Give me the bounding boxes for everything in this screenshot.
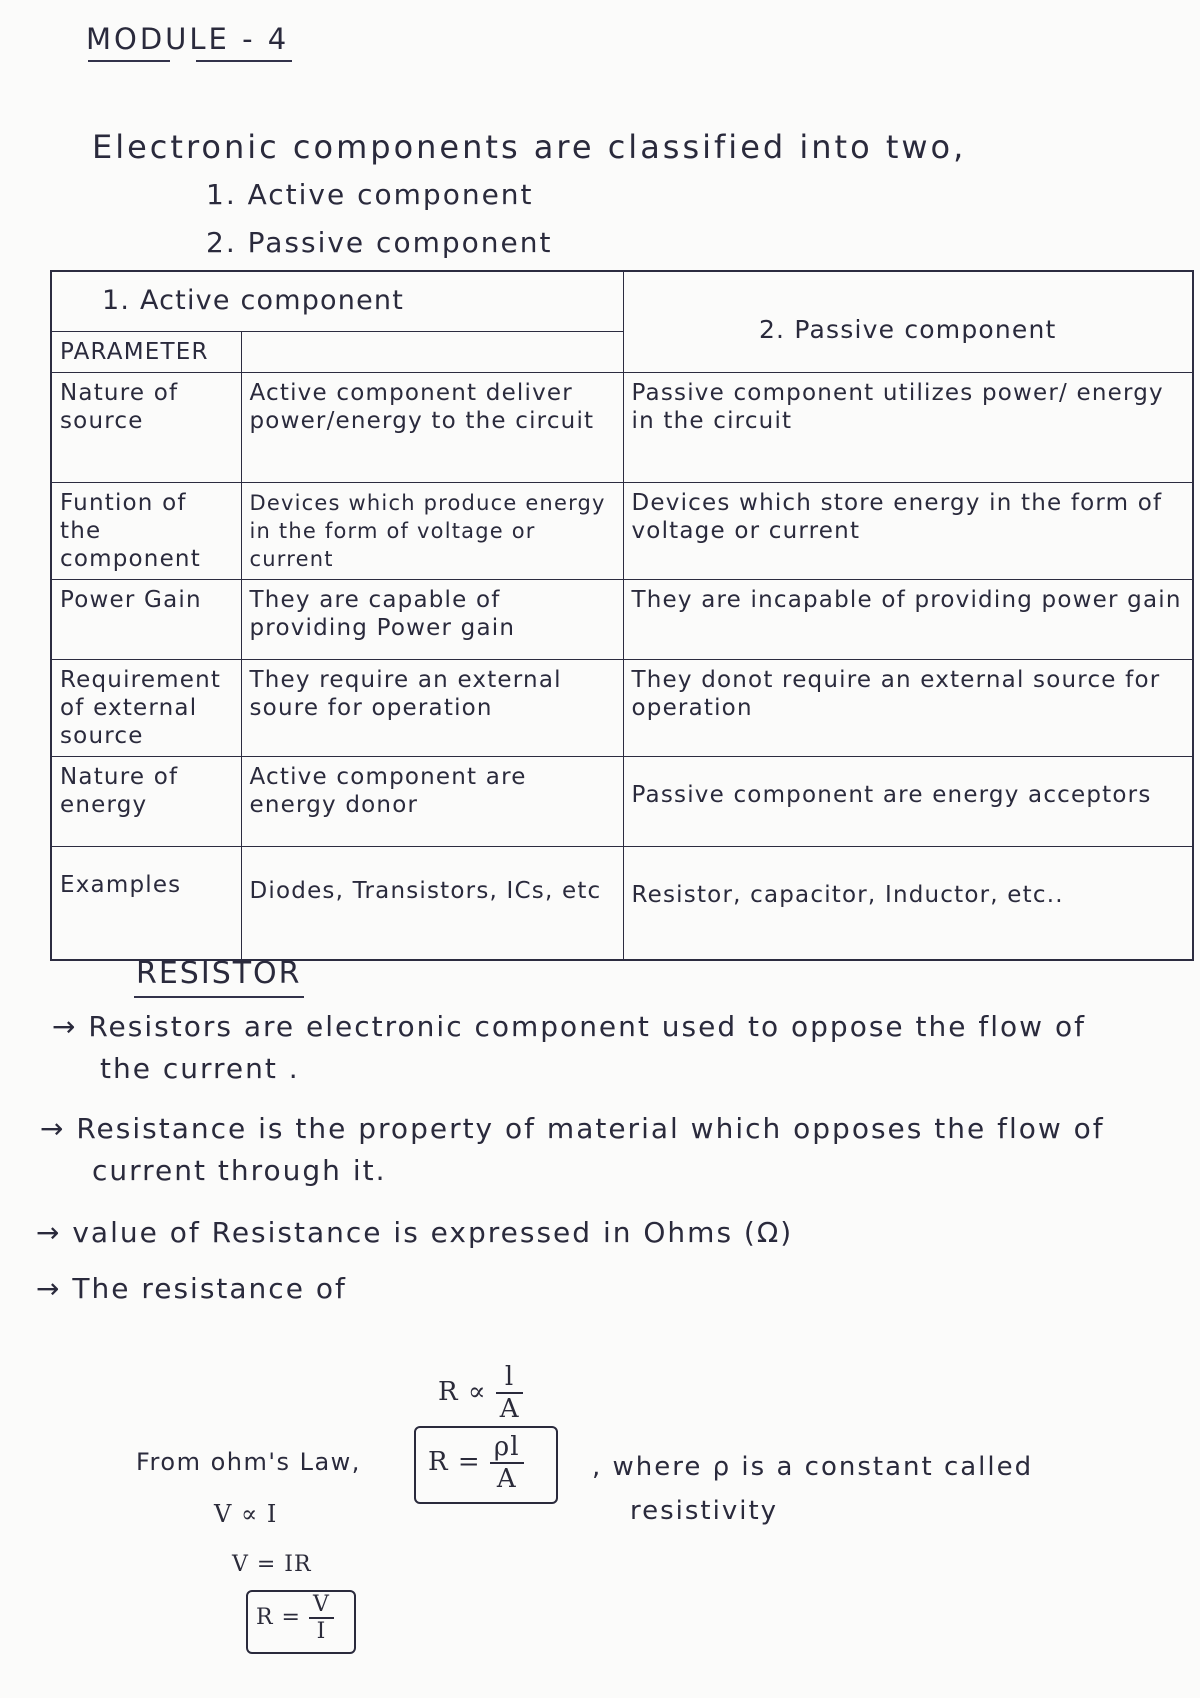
row-active: Devices which produce energy in the form of voltage or current — [241, 482, 623, 579]
row-active: Active component deliver power/energy to the circuit — [241, 372, 623, 482]
table-header-row — [51, 271, 1193, 331]
bullet-1-line-1: → Resistors are electronic component used to oppose the flow of — [52, 1010, 1086, 1043]
proportional-numerator: l — [496, 1362, 524, 1394]
row-parameter: Nature of source — [51, 372, 241, 482]
proportional-lhs: R ∝ — [438, 1377, 487, 1407]
row-parameter: Nature of energy — [51, 756, 241, 846]
comparison-table — [50, 270, 1194, 961]
bullet-1-line-2: the current . — [100, 1052, 300, 1085]
ohms-law-label: From ohm's Law, — [136, 1448, 361, 1476]
table-row — [51, 579, 1193, 659]
proportionality-formula — [438, 1362, 523, 1424]
empty-cell — [241, 331, 623, 372]
row-parameter: Requirement of external source — [51, 659, 241, 756]
resistor-heading-underline — [134, 996, 304, 998]
module-title: MODULE - 4 — [86, 22, 290, 56]
module-title-underline-2 — [196, 60, 292, 62]
r-denominator: I — [316, 1619, 327, 1644]
table-row — [51, 372, 1193, 482]
proportional-fraction — [496, 1362, 524, 1424]
boxed-denominator: A — [496, 1464, 517, 1494]
boxed-lhs: R = — [428, 1447, 481, 1477]
bullet-2-line-2: current through it. — [92, 1154, 387, 1187]
v-equals-ir: V = IR — [232, 1552, 312, 1577]
table-row — [51, 846, 1193, 960]
row-passive: They are incapable of providing power gain — [623, 579, 1193, 659]
row-passive: Passive component utilizes power/ energy in the circuit — [623, 372, 1193, 482]
intro-item-passive: 2. Passive component — [206, 226, 553, 259]
bullet-2-line-1: → Resistance is the property of material which opposes the flow of — [40, 1112, 1105, 1145]
bullet-3-line-1: → value of Resistance is expressed in Ohms (Ω) — [36, 1216, 794, 1249]
parameter-label: PARAMETER — [51, 331, 241, 372]
r-lhs: R = — [256, 1605, 301, 1630]
resistivity-note-line-2: resistivity — [630, 1496, 779, 1526]
table-row — [51, 659, 1193, 756]
row-passive: They donot require an external source for operation — [623, 659, 1193, 756]
row-parameter: Examples — [51, 846, 241, 960]
row-active: They are capable of providing Power gain — [241, 579, 623, 659]
row-passive: Passive component are energy acceptors — [623, 756, 1193, 846]
row-active: Diodes, Transistors, ICs, etc — [241, 846, 623, 960]
intro-item-active: 1. Active component — [206, 178, 534, 211]
row-active: They require an external soure for operation — [241, 659, 623, 756]
table-row — [51, 756, 1193, 846]
row-parameter: Power Gain — [51, 579, 241, 659]
row-parameter: Funtion of the component — [51, 482, 241, 579]
resistivity-note-line-1: , where ρ is a constant called — [592, 1452, 1034, 1482]
resistor-heading: RESISTOR — [136, 956, 302, 991]
intro-heading: Electronic components are classified into two, — [92, 128, 967, 166]
row-passive: Devices which store energy in the form of voltage or current — [623, 482, 1193, 579]
row-passive: Resistor, capacitor, Inductor, etc.. — [623, 846, 1193, 960]
boxed-fraction — [490, 1432, 524, 1494]
header-passive: 2. Passive component — [623, 271, 1193, 372]
v-proportional-i: V ∝ I — [214, 1500, 278, 1528]
bullet-4-line-1: → The resistance of — [36, 1272, 347, 1305]
r-numerator: V — [309, 1592, 334, 1619]
proportional-denominator: A — [499, 1394, 520, 1424]
r-fraction — [309, 1592, 334, 1644]
ohms-law-formula — [256, 1592, 334, 1644]
table-row — [51, 482, 1193, 579]
row-active: Active component are energy donor — [241, 756, 623, 846]
header-active: 1. Active component — [51, 271, 623, 331]
boxed-numerator: ρl — [490, 1432, 524, 1464]
resistivity-formula — [428, 1432, 524, 1494]
module-title-underline-1 — [88, 60, 170, 62]
